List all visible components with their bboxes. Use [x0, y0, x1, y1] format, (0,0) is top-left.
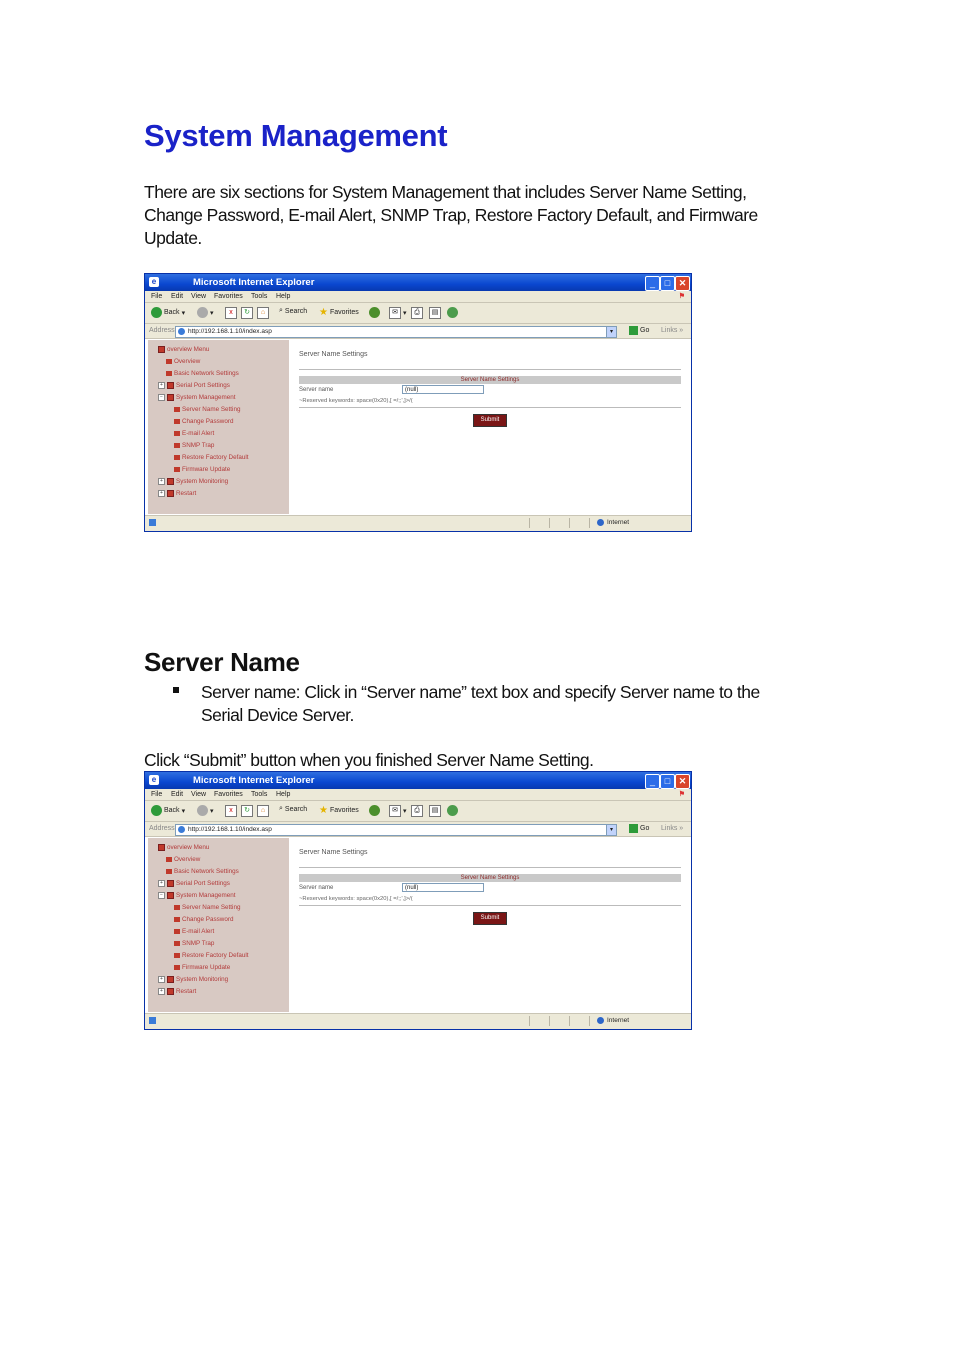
sidebar-label: Restart	[176, 988, 197, 995]
menu-bar	[145, 291, 691, 303]
windows-flag-icon: ⚑	[678, 293, 685, 300]
browser-screenshot-1	[144, 273, 692, 532]
sidebar-label: Change Password	[182, 418, 234, 425]
page-status-icon	[149, 1017, 156, 1024]
status-separator	[549, 1016, 550, 1026]
sidebar-item-system-management[interactable]	[158, 892, 236, 899]
address-bar	[145, 822, 691, 837]
favorites-button[interactable]	[319, 805, 359, 816]
intro-line: Change Password, E-mail Alert, SNMP Trap, Restore Factory Default, and Firmware	[144, 205, 758, 225]
history-icon	[369, 805, 380, 816]
section-heading: Server Name	[144, 647, 300, 677]
sidebar-label: Firmware Update	[182, 964, 231, 971]
stop-button[interactable]	[225, 307, 237, 319]
go-arrow-icon	[629, 824, 638, 833]
sidebar-item-basic-network[interactable]	[166, 370, 239, 377]
server-name-label: Server name	[299, 387, 334, 393]
sidebar-item-restart[interactable]	[158, 988, 196, 995]
messenger-icon	[447, 307, 458, 318]
collapse-icon[interactable]: −	[158, 892, 165, 899]
folder-icon	[167, 478, 174, 485]
sidebar-label: Overview	[174, 856, 201, 863]
sidebar-label: Serial Port Settings	[176, 382, 230, 389]
messenger-button[interactable]	[447, 307, 458, 318]
server-name-label: Server name	[299, 885, 334, 891]
menu-view[interactable]: View	[191, 293, 207, 300]
stop-icon: x	[225, 307, 237, 319]
address-input[interactable]	[175, 326, 617, 338]
links-label: Links	[661, 825, 678, 832]
page-icon	[174, 917, 180, 922]
edit-icon: ▤	[429, 805, 441, 817]
security-zone	[597, 1017, 629, 1024]
sidebar-item-snmp-trap[interactable]	[174, 940, 214, 947]
minimize-button[interactable]: _	[645, 774, 660, 789]
folder-icon	[167, 988, 174, 995]
bullet-line: Serial Device Server.	[201, 705, 354, 725]
print-icon: ⎙	[411, 307, 423, 319]
search-icon: ⌕	[279, 805, 283, 812]
menu-file[interactable]: File	[151, 293, 163, 300]
stop-button[interactable]	[225, 805, 237, 817]
go-arrow-icon	[629, 326, 638, 335]
sidebar-label: E-mail Alert	[182, 928, 215, 935]
maximize-button[interactable]: □	[660, 276, 675, 291]
mail-icon: ✉	[389, 805, 401, 817]
status-bar	[145, 1013, 691, 1029]
search-icon: ⌕	[279, 307, 283, 314]
favorites-button[interactable]	[319, 307, 359, 318]
back-label: Back	[164, 807, 180, 814]
expand-icon[interactable]: +	[158, 988, 165, 995]
page-heading: System Management	[144, 118, 448, 153]
refresh-icon: ↻	[241, 805, 253, 817]
sidebar-label: E-mail Alert	[182, 430, 215, 437]
folder-icon	[167, 976, 174, 983]
sidebar-item-restore-default[interactable]	[174, 454, 249, 461]
folder-icon	[167, 880, 174, 887]
globe-icon	[597, 519, 604, 526]
forward-button[interactable]: ▾	[197, 307, 214, 318]
refresh-button[interactable]	[241, 805, 253, 817]
sidebar-label: Serial Port Settings	[176, 880, 230, 887]
expand-icon[interactable]: +	[158, 976, 165, 983]
home-button[interactable]	[257, 307, 269, 319]
intro-line: There are six sections for System Management that includes Server Name Setting,	[144, 182, 747, 202]
sidebar-label: Server Name Setting	[182, 904, 241, 911]
sidebar-item-firmware-update[interactable]	[174, 466, 230, 473]
windows-flag-icon: ⚑	[678, 791, 685, 798]
sidebar-item-system-monitoring[interactable]	[158, 976, 228, 983]
address-label: Address	[149, 825, 175, 832]
sidebar-label: Restart	[176, 490, 197, 497]
search-button[interactable]	[279, 307, 307, 315]
menu-edit[interactable]: Edit	[171, 791, 184, 798]
page-content	[145, 338, 691, 515]
folder-icon	[167, 490, 174, 497]
favorites-label: Favorites	[329, 309, 359, 316]
page-icon	[178, 328, 185, 335]
sidebar-item-basic-network[interactable]	[166, 868, 239, 875]
page-title: Server Name Settings	[299, 849, 368, 856]
forward-arrow-icon	[197, 805, 208, 816]
page-icon	[174, 431, 180, 436]
refresh-button[interactable]	[241, 307, 253, 319]
print-icon: ⎙	[411, 805, 423, 817]
divider	[299, 369, 681, 370]
home-button[interactable]	[257, 805, 269, 817]
page-icon	[174, 905, 180, 910]
page-icon	[166, 869, 172, 874]
status-separator	[529, 518, 530, 528]
status-separator	[589, 1016, 590, 1026]
sidebar-item-system-monitoring[interactable]	[158, 478, 228, 485]
menu-file[interactable]: File	[151, 791, 163, 798]
go-button[interactable]	[629, 824, 649, 833]
toolbar	[145, 303, 691, 324]
browser-screenshot-2	[144, 771, 692, 1030]
page-icon	[174, 929, 180, 934]
history-button[interactable]	[369, 307, 380, 318]
bullet-marker	[173, 687, 179, 693]
sidebar-label: SNMP Trap	[182, 442, 215, 449]
page-icon	[178, 826, 185, 833]
window-title: Microsoft Internet Explorer	[193, 277, 315, 288]
globe-icon	[597, 1017, 604, 1024]
section-header: Server Name Settings	[299, 874, 681, 882]
page-icon	[174, 455, 180, 460]
menu-help[interactable]: Help	[276, 293, 291, 300]
intro-paragraph	[144, 181, 824, 250]
search-button[interactable]	[279, 805, 307, 813]
sidebar-item-change-password[interactable]	[174, 418, 233, 425]
address-dropdown-icon[interactable]: ▾	[606, 326, 617, 338]
status-separator	[569, 1016, 570, 1026]
sidebar-label: Firmware Update	[182, 466, 231, 473]
address-bar	[145, 324, 691, 339]
sidebar-label: Server Name Setting	[182, 406, 241, 413]
star-icon: ★	[319, 307, 328, 318]
divider	[299, 407, 681, 408]
page-icon	[166, 371, 172, 376]
back-arrow-icon	[151, 805, 162, 816]
print-button[interactable]	[411, 307, 423, 319]
edit-button[interactable]	[429, 307, 441, 319]
go-label: Go	[640, 327, 650, 334]
sidebar-label: Change Password	[182, 916, 234, 923]
sidebar-label: System Management	[176, 394, 236, 401]
zone-label: Internet	[607, 1017, 630, 1024]
expand-icon[interactable]: +	[158, 490, 165, 497]
forward-button[interactable]: ▾	[197, 805, 214, 816]
title-bar	[145, 772, 691, 789]
page-content	[145, 836, 691, 1013]
title-bar	[145, 274, 691, 291]
server-name-input[interactable]: (null)	[402, 883, 484, 892]
page-icon	[166, 857, 172, 862]
sidebar-label: Restore Factory Default	[182, 454, 249, 461]
sidebar-label: System Management	[176, 892, 236, 899]
links-label: Links	[661, 327, 678, 334]
submit-button[interactable]: Submit	[473, 414, 507, 427]
menu-view[interactable]: View	[191, 791, 207, 798]
status-separator	[529, 1016, 530, 1026]
history-button[interactable]	[369, 805, 380, 816]
sidebar-menu	[148, 838, 289, 1012]
reserved-keywords-note: ~Reserved keywords: space(0x20),[ =/;;',]>/(	[299, 896, 413, 902]
sidebar-label: Basic Network Settings	[174, 370, 239, 377]
menu-tools[interactable]: Tools	[251, 293, 268, 300]
status-bar	[145, 515, 691, 531]
status-separator	[549, 518, 550, 528]
sidebar-item-email-alert[interactable]	[174, 928, 214, 935]
main-panel	[298, 837, 684, 1011]
favorites-label: Favorites	[329, 807, 359, 814]
sidebar-label: Restore Factory Default	[182, 952, 249, 959]
sidebar-item-serial-port[interactable]	[158, 880, 230, 887]
sidebar-item-snmp-trap[interactable]	[174, 442, 214, 449]
home-icon: ⌂	[257, 307, 269, 319]
links-button[interactable]: Links »	[661, 327, 684, 334]
sidebar-menu	[148, 340, 289, 514]
sidebar-item-email-alert[interactable]	[174, 430, 214, 437]
folder-icon	[167, 382, 174, 389]
security-zone	[597, 519, 629, 526]
reserved-keywords-note: ~Reserved keywords: space(0x20),[ =/;;',]>/(	[299, 398, 413, 404]
close-button[interactable]: ✕	[675, 774, 690, 789]
divider	[299, 905, 681, 906]
sidebar-item-restart[interactable]	[158, 490, 196, 497]
folder-icon	[158, 844, 165, 851]
folder-icon	[167, 394, 174, 401]
zone-label: Internet	[607, 519, 630, 526]
sidebar-label: Overview	[174, 358, 201, 365]
sidebar-item-system-management[interactable]	[158, 394, 236, 401]
toolbar	[145, 801, 691, 822]
print-button[interactable]	[411, 805, 423, 817]
mail-button[interactable]: ✉ ▾	[389, 805, 407, 817]
submit-button[interactable]: Submit	[473, 912, 507, 925]
mail-button[interactable]: ✉ ▾	[389, 307, 407, 319]
sidebar-item-overview[interactable]	[166, 358, 200, 365]
sidebar-item-firmware-update[interactable]	[174, 964, 230, 971]
page-icon	[174, 467, 180, 472]
page-icon	[166, 359, 172, 364]
sidebar-label: Basic Network Settings	[174, 868, 239, 875]
sidebar-label: overview Menu	[167, 844, 210, 851]
close-button[interactable]: ✕	[675, 276, 690, 291]
search-label: Search	[284, 805, 308, 813]
menu-favorites[interactable]: Favorites	[214, 791, 243, 798]
messenger-button[interactable]	[447, 805, 458, 816]
page-icon	[174, 953, 180, 958]
main-panel	[298, 339, 684, 513]
page-icon	[174, 407, 180, 412]
sidebar-item-overview[interactable]	[166, 856, 200, 863]
sidebar-item-overview-menu[interactable]	[158, 346, 209, 353]
ie-icon: e	[149, 277, 159, 287]
forward-arrow-icon	[197, 307, 208, 318]
page-icon	[174, 443, 180, 448]
back-arrow-icon	[151, 307, 162, 318]
star-icon: ★	[319, 805, 328, 816]
menu-bar	[145, 789, 691, 801]
page-title: Server Name Settings	[299, 351, 368, 358]
sidebar-label: System Monitoring	[176, 976, 229, 983]
divider	[299, 867, 681, 868]
address-input[interactable]	[175, 824, 617, 836]
messenger-icon	[447, 805, 458, 816]
sidebar-item-serial-port[interactable]	[158, 382, 230, 389]
menu-edit[interactable]: Edit	[171, 293, 184, 300]
menu-tools[interactable]: Tools	[251, 791, 268, 798]
server-name-input[interactable]: (null)	[402, 385, 484, 394]
go-label: Go	[640, 825, 650, 832]
page-icon	[174, 419, 180, 424]
collapse-icon[interactable]: −	[158, 394, 165, 401]
intro-line: Update.	[144, 228, 202, 248]
sidebar-item-change-password[interactable]	[174, 916, 233, 923]
expand-icon[interactable]: +	[158, 382, 165, 389]
back-button[interactable]: Back ▾	[151, 307, 185, 318]
menu-favorites[interactable]: Favorites	[214, 293, 243, 300]
folder-icon	[167, 892, 174, 899]
links-button[interactable]: Links »	[661, 825, 684, 832]
history-icon	[369, 307, 380, 318]
sidebar-label: System Monitoring	[176, 478, 229, 485]
bullet-item	[173, 681, 823, 727]
search-label: Search	[284, 307, 308, 315]
section-header: Server Name Settings	[299, 376, 681, 384]
sidebar-item-restore-default[interactable]	[174, 952, 249, 959]
go-button[interactable]	[629, 326, 649, 335]
refresh-icon: ↻	[241, 307, 253, 319]
edit-button[interactable]	[429, 805, 441, 817]
sidebar-item-server-name[interactable]	[174, 406, 240, 413]
expand-icon[interactable]: +	[158, 880, 165, 887]
window-title: Microsoft Internet Explorer	[193, 775, 315, 786]
back-label: Back	[164, 309, 180, 316]
minimize-button[interactable]: _	[645, 276, 660, 291]
page-icon	[174, 965, 180, 970]
instruction-text: Click “Submit” button when you finished Server Name Setting.	[144, 750, 594, 770]
address-dropdown-icon[interactable]: ▾	[606, 824, 617, 836]
bullet-line: Server name: Click in “Server name” text box and specify Server name to the	[201, 682, 760, 702]
expand-icon[interactable]: +	[158, 478, 165, 485]
status-separator	[589, 518, 590, 528]
page-icon	[174, 941, 180, 946]
sidebar-label: SNMP Trap	[182, 940, 215, 947]
menu-help[interactable]: Help	[276, 791, 291, 798]
home-icon: ⌂	[257, 805, 269, 817]
address-label: Address	[149, 327, 175, 334]
sidebar-item-overview-menu[interactable]	[158, 844, 209, 851]
mail-icon: ✉	[389, 307, 401, 319]
address-url: http://192.168.1.10/index.asp	[188, 328, 272, 335]
stop-icon: x	[225, 805, 237, 817]
page-status-icon	[149, 519, 156, 526]
folder-icon	[158, 346, 165, 353]
back-button[interactable]: Back ▾	[151, 805, 185, 816]
maximize-button[interactable]: □	[660, 774, 675, 789]
sidebar-label: overview Menu	[167, 346, 210, 353]
edit-icon: ▤	[429, 307, 441, 319]
address-url: http://192.168.1.10/index.asp	[188, 826, 272, 833]
ie-icon: e	[149, 775, 159, 785]
status-separator	[569, 518, 570, 528]
sidebar-item-server-name[interactable]	[174, 904, 240, 911]
